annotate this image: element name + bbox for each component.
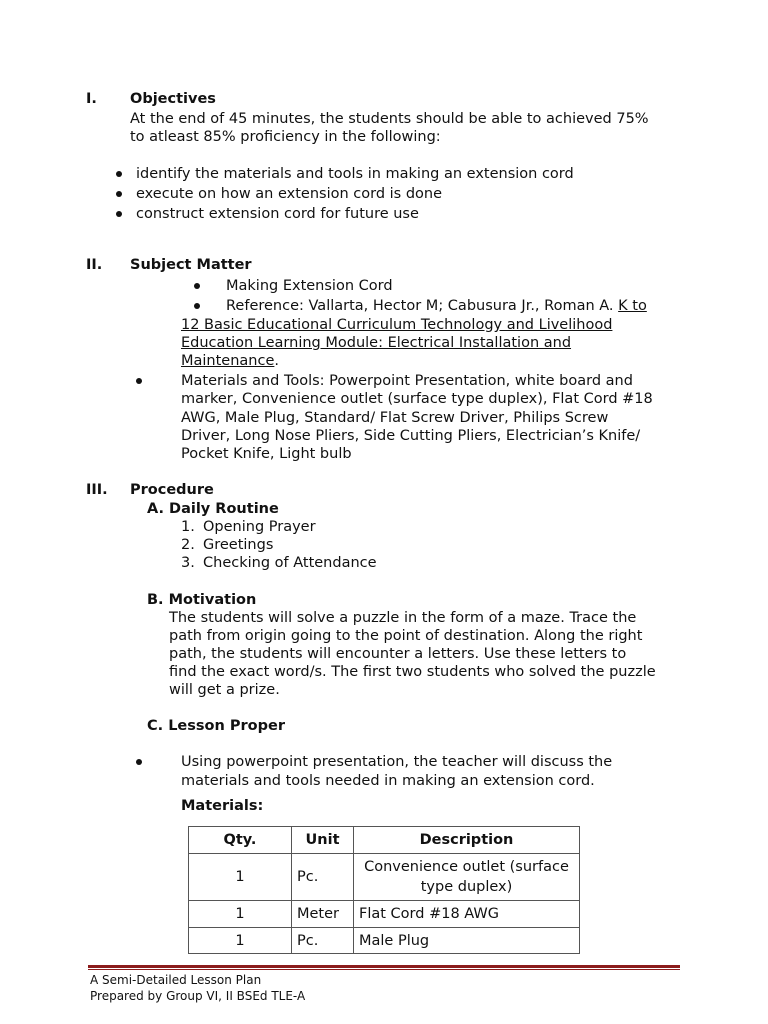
footer-line-2: Prepared by Group VI, II BSEd TLE-A [90, 989, 306, 1003]
column-header-unit: Unit [292, 827, 354, 854]
qty-cell: 1 [189, 854, 292, 901]
bullet-marker [116, 171, 122, 177]
reference-link-line-2[interactable]: 12 Basic Educational Curriculum Technology and Livelihood [181, 317, 613, 333]
materials-tools-line-2: marker, Convenience outlet (surface type duplex), Flat Cord #18 [181, 391, 653, 407]
reference-line-1 [226, 297, 647, 315]
unit-cell: Pc. [292, 928, 354, 954]
description-cell: Flat Cord #18 AWG [354, 901, 580, 928]
footer-line-1: A Semi-Detailed Lesson Plan [90, 973, 262, 987]
column-header-qty: Qty. [189, 827, 292, 854]
section-1-title: Objectives [130, 91, 216, 107]
materials-tools-line-5: Pocket Knife, Light bulb [181, 446, 352, 462]
description-cell [354, 854, 580, 901]
table-header-row [189, 827, 580, 854]
objectives-intro-line-2: to atleast 85% proficiency in the following: [130, 129, 441, 145]
routine-item-1: Opening Prayer [203, 519, 316, 535]
description-line-1: Convenience outlet (surface [364, 859, 569, 875]
objective-item-1: identify the materials and tools in making an extension cord [136, 166, 574, 182]
table-row [189, 928, 580, 954]
reference-link-start[interactable]: K to [618, 298, 647, 314]
footer-rule-thin [88, 969, 680, 970]
lesson-line-1: Using powerpoint presentation, the teacher will discuss the [181, 754, 613, 770]
motivation-line-1: The students will solve a puzzle in the form of a maze. Trace the [169, 610, 637, 626]
motivation-line-3: path, the students will encounter a letters. Use these letters to [169, 646, 627, 662]
objectives-intro-line-1: At the end of 45 minutes, the students should be able to achieved 75% [130, 111, 649, 127]
bullet-marker [136, 759, 142, 765]
qty-cell: 1 [189, 928, 292, 954]
motivation-line-2: path from origin going to the point of destination. Along the right [169, 628, 643, 644]
unit-cell: Meter [292, 901, 354, 928]
qty-cell: 1 [189, 901, 292, 928]
routine-item-3: Checking of Attendance [203, 555, 377, 571]
motivation-title: B. Motivation [147, 592, 257, 608]
bullet-marker [194, 303, 200, 309]
column-header-description: Description [354, 827, 580, 854]
routine-number: 3. [181, 555, 195, 571]
reference-prefix: Reference: Vallarta, Hector M; Cabusura Jr., Roman A. [226, 298, 619, 314]
reference-link-line-4 [181, 352, 279, 370]
bullet-marker [194, 283, 200, 289]
motivation-line-5: will get a prize. [169, 682, 280, 698]
materials-tools-line-1: Materials and Tools: Powerpoint Presentation, white board and [181, 373, 633, 389]
reference-link-end[interactable]: Maintenance [181, 353, 275, 369]
routine-item-2: Greetings [203, 537, 274, 553]
routine-number: 1. [181, 519, 195, 535]
motivation-line-4: find the exact word/s. The first two students who solved the puzzle [169, 664, 656, 680]
unit-cell: Pc. [292, 854, 354, 901]
section-1-numeral: I. [86, 91, 97, 107]
section-2-numeral: II. [86, 257, 103, 273]
materials-tools-line-3: AWG, Male Plug, Standard/ Flat Screw Driver, Philips Screw [181, 410, 609, 426]
materials-title: Materials: [181, 798, 264, 814]
objective-item-2: execute on how an extension cord is done [136, 186, 443, 202]
description-cell: Male Plug [354, 928, 580, 954]
description-line-2: type duplex) [420, 879, 513, 895]
section-3-numeral: III. [86, 482, 108, 498]
lesson-line-2: materials and tools needed in making an extension cord. [181, 773, 595, 789]
reference-period: . [274, 353, 279, 369]
reference-link-line-3[interactable]: Education Learning Module: Electrical Installation and [181, 335, 572, 351]
bullet-marker [136, 378, 142, 384]
section-3-title: Procedure [130, 482, 214, 498]
routine-number: 2. [181, 537, 195, 553]
materials-table [188, 826, 580, 954]
materials-tools-line-4: Driver, Long Nose Pliers, Side Cutting Pliers, Electrician’s Knife/ [181, 428, 641, 444]
lesson-proper-title: C. Lesson Proper [147, 718, 285, 734]
bullet-marker [116, 211, 122, 217]
footer-rule-thick [88, 965, 680, 968]
objective-item-3: construct extension cord for future use [136, 206, 419, 222]
bullet-marker [116, 191, 122, 197]
section-2-title: Subject Matter [130, 257, 252, 273]
table-row [189, 901, 580, 928]
subject-topic: Making Extension Cord [226, 278, 393, 294]
table-row [189, 854, 580, 901]
daily-routine-title: A. Daily Routine [147, 501, 279, 517]
